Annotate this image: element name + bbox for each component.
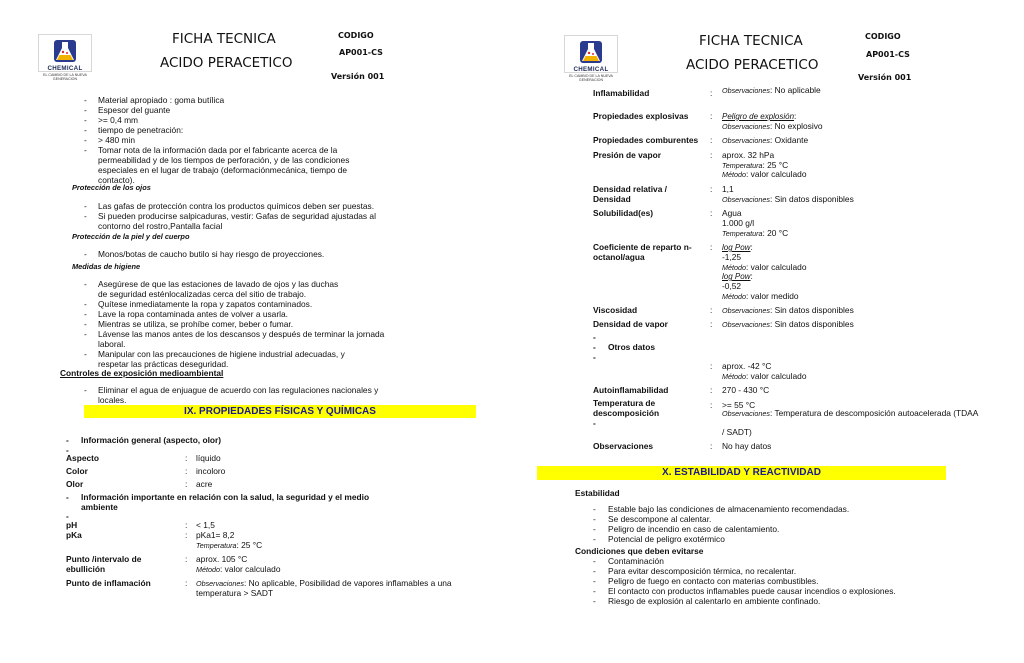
vdens-label: Densidad de vapor	[593, 319, 668, 329]
vapor-method-label: Método	[722, 170, 746, 179]
melt-label-2: ebullición	[66, 564, 106, 574]
product-title: ACIDO PERACETICO	[160, 55, 293, 71]
colon: :	[185, 578, 188, 588]
solub-temp-value: : 20 °C	[762, 228, 789, 238]
decomp-label-2: descomposición	[593, 408, 660, 418]
colon: :	[710, 400, 713, 410]
colon: :	[710, 184, 713, 194]
list-item: Riesgo de explosión al calentarlo en ambiente confinado.	[608, 596, 821, 606]
density-value: 1,1	[722, 184, 734, 194]
density-obs-label: Observaciones	[722, 195, 770, 204]
list-item: contorno del rostro,Pantalla facial	[98, 221, 223, 231]
avoid-heading: Condiciones que deben evitarse	[575, 546, 704, 556]
logo-text: CHEMICAL	[573, 66, 609, 73]
decomp-obs	[722, 408, 978, 419]
melt-method-value: : valor calculado	[219, 564, 281, 574]
colon: :	[710, 441, 713, 451]
color-label: Color	[66, 466, 88, 476]
other-label: Otros datos	[608, 342, 655, 352]
partition-label-1: Coeficiente de reparto n-	[593, 242, 692, 252]
vapor-label: Presión de vapor	[593, 150, 661, 160]
flash-label: Punto de inflamación	[66, 578, 151, 588]
list-item: Para evitar descomposición térmica, no recalentar.	[608, 566, 797, 576]
list-item: Material apropiado : goma butílica	[98, 95, 225, 105]
list-item: respetar las prácticas deseguridad.	[98, 359, 229, 369]
aspecto-value: líquido	[196, 453, 221, 463]
explos-value	[722, 121, 823, 132]
solub-temp-label: Temperatura	[722, 229, 763, 238]
flash-value-2: temperatura > SADT	[196, 588, 274, 598]
explos-value-text: : No explosivo	[769, 121, 823, 131]
melt-method-label: Método	[196, 565, 220, 574]
list-item: Si pueden producirse salpicaduras, vestir: Gafas de seguridad ajustadas al	[98, 211, 376, 221]
pka-temp-value: : 25 °C	[236, 540, 263, 550]
list-item: Espesor del guante	[98, 105, 171, 115]
code-label: CODIGO	[338, 31, 374, 40]
colon: :	[710, 319, 713, 329]
ph-value: < 1,5	[196, 520, 215, 530]
autoign-label: Autoinflamabilidad	[593, 385, 669, 395]
explos-link: Peligro de explosión	[722, 112, 795, 121]
freeze-method-value: : valor calculado	[745, 371, 807, 381]
dash: -	[66, 445, 69, 455]
flash-obs-label: Observaciones	[196, 579, 244, 588]
list-item: Contaminación	[608, 556, 664, 566]
logpow-label: log Pow	[722, 243, 751, 252]
colon: :	[710, 361, 713, 371]
obs-value: No hay datos	[722, 441, 772, 451]
list-item: Eliminar el agua de enjuague de acuerdo con las regulaciones nacionales y	[98, 385, 379, 395]
list-item: Peligro de fuego en contacto con materias combustibles.	[608, 576, 819, 586]
explos-label: Propiedades explosivas	[593, 111, 689, 121]
list-item: Quítese inmediatamente la ropa y zapatos contaminados.	[98, 299, 313, 309]
colon: :	[185, 466, 188, 476]
list-item: El contacto con productos inflamables puede causar incendios o explosiones.	[608, 586, 896, 596]
colon: :	[710, 305, 713, 315]
eye-heading: Protección de los ojos	[72, 183, 151, 192]
colon: :	[185, 479, 188, 489]
decomp-value: >= 55 °C	[722, 400, 756, 410]
env-heading: Controles de exposición medioambiental	[60, 368, 224, 378]
list-item: permeabilidad y de los tiempos de perforación, y de las condiciones	[98, 155, 350, 165]
list-item: Manipular con las precauciones de higiene industrial adecuadas, y	[98, 349, 345, 359]
list-item: locales.	[98, 395, 127, 405]
flask-icon	[576, 37, 606, 67]
visc-obs-label: Observaciones	[722, 306, 770, 315]
code-value: AP001-CS	[339, 48, 383, 57]
chemical-logo-right	[564, 35, 618, 81]
autoign-value: 270 - 430 °C	[722, 385, 770, 395]
solub-label: Solubilidad(es)	[593, 208, 654, 218]
vapor-temp-label: Temperatura	[722, 161, 763, 170]
logo-text: CHEMICAL	[47, 65, 83, 72]
explos-link-row: Peligro de explosión:	[722, 111, 797, 121]
colon: :	[710, 111, 713, 121]
decomp-obs-value: : Temperatura de descomposición autoacelerada (TDAA	[769, 408, 979, 418]
list-item: Lávense las manos antes de los descansos y después de terminar la jornada	[98, 329, 385, 339]
colon: :	[710, 135, 713, 145]
colon: :	[710, 150, 713, 160]
inflam-value	[722, 85, 821, 96]
visc-value	[722, 305, 854, 316]
section-9-title: IX. PROPIEDADES FÍSICAS Y QUÍMICAS	[84, 405, 476, 418]
vdens-obs-label: Observaciones	[722, 320, 770, 329]
list-item: Estable bajo las condiciones de almacenamiento recomendadas.	[608, 504, 850, 514]
list-item: Tomar nota de la información dada por el fabricante acerca de la	[98, 145, 338, 155]
list-item: >= 0,4 mm	[98, 115, 139, 125]
code-value: AP001-CS	[866, 50, 910, 59]
logo-subtext: EL CAMBIO DE LA NUEVA GENERACION	[43, 73, 87, 82]
dash: -	[593, 352, 596, 362]
section-10-title: X. ESTABILIDAD Y REACTIVIDAD	[537, 466, 946, 480]
flask-icon	[50, 36, 80, 66]
melt-value: aprox. 105 °C	[196, 554, 248, 564]
inflam-obs-label: Observaciones	[722, 86, 770, 95]
important-info-line1: Información importante en relación con la salud, la seguridad y el medio	[81, 492, 370, 502]
oxid-label: Propiedades comburentes	[593, 135, 699, 145]
olor-label: Olor	[66, 479, 84, 489]
olor-value: acre	[196, 479, 213, 489]
decomp-obs-label: Observaciones	[722, 409, 770, 418]
colon: :	[710, 208, 713, 218]
vapor-temp-value: : 25 °C	[762, 160, 789, 170]
vapor-method	[722, 169, 807, 180]
solub-temp	[722, 228, 788, 239]
chemical-logo	[38, 34, 92, 80]
list-item: Se descompone al calentar.	[608, 514, 712, 524]
melt-label-1: Punto /intervalo de	[66, 554, 142, 564]
pka-value: pKa1= 8,2	[196, 530, 235, 540]
doc-title: FICHA TECNICA	[699, 33, 803, 49]
dash: -	[593, 332, 596, 342]
logpow-method-2	[722, 291, 799, 302]
dash: -	[593, 342, 596, 352]
density-obs-value: : Sin datos disponibles	[769, 194, 854, 204]
hygiene-heading: Medidas de higiene	[72, 262, 141, 271]
oxid-obs-label: Observaciones	[722, 136, 770, 145]
list-item: Asegúrese de que las estaciones de lavado de ojos y las duchas	[98, 279, 339, 289]
stability-heading: Estabilidad	[575, 488, 620, 498]
dash: -	[593, 418, 596, 428]
obs-label: Observaciones	[593, 441, 654, 451]
list-item: Peligro de incendio en caso de calentamiento.	[608, 524, 780, 534]
logpow-method-value: : valor calculado	[745, 262, 807, 272]
freeze-value: aprox. -42 °C	[722, 361, 772, 371]
logpow-method-label: Método	[722, 292, 746, 301]
list-item: Las gafas de protección contra los productos químicos deben ser puestas.	[98, 201, 375, 211]
list-item: contacto).	[98, 175, 135, 185]
logpow-method-label: Método	[722, 263, 746, 272]
list-item: Mientras se utiliza, se prohíbe comer, beber o fumar.	[98, 319, 294, 329]
list-item: > 480 min	[98, 135, 136, 145]
logpow-row-1: log Pow:	[722, 242, 753, 252]
oxid-value	[722, 135, 808, 146]
solub-value-1: Agua	[722, 208, 742, 218]
aspecto-label: Aspecto	[66, 453, 100, 463]
version: Versión 001	[331, 72, 385, 81]
logo-subtext: EL CAMBIO DE LA NUEVA GENERACION	[569, 74, 613, 83]
freeze-method-label: Método	[722, 372, 746, 381]
decomp-label-1: Temperatura de	[593, 398, 656, 408]
pka-temp	[196, 540, 262, 551]
product-title: ACIDO PERACETICO	[686, 57, 819, 73]
skin-heading: Protección de la piel y del cuerpo	[72, 232, 190, 241]
logpow-value-2: -0,52	[722, 281, 742, 291]
visc-label: Viscosidad	[593, 305, 638, 315]
list-item: especiales en el lugar de trabajo (deformaciónmecánica, tiempo de	[98, 165, 348, 175]
vdens-value-text: : Sin datos disponibles	[769, 319, 854, 329]
logpow-method-value-2: : valor medido	[745, 291, 799, 301]
vapor-value: aprox. 32 hPa	[722, 150, 775, 160]
colon: :	[710, 242, 713, 252]
visc-value-text: : Sin datos disponibles	[769, 305, 854, 315]
list-item: Potencial de peligro exotérmico	[608, 534, 725, 544]
freeze-method	[722, 371, 807, 382]
colon: :	[185, 554, 188, 564]
pka-label: pKa	[66, 530, 82, 540]
vdens-value	[722, 319, 854, 330]
colon: :	[710, 88, 713, 98]
list-item: de seguridad esténlocalizadas cerca del sitio de trabajo.	[98, 289, 307, 299]
important-info-line2: ambiente	[81, 502, 118, 512]
colon: :	[710, 385, 713, 395]
color-value: incoloro	[196, 466, 226, 476]
oxid-value-text: : Oxidante	[769, 135, 809, 145]
logpow-row-2: log Pow:	[722, 271, 753, 281]
colon: :	[185, 453, 188, 463]
density-obs	[722, 194, 854, 205]
ph-label: pH	[66, 520, 78, 530]
explos-obs-label: Observaciones	[722, 122, 770, 131]
inflam-label: Inflamabilidad	[593, 88, 650, 98]
vapor-method-value: : valor calculado	[745, 169, 807, 179]
general-info-text: Información general (aspecto, olor)	[81, 435, 222, 445]
list-item: Monos/botas de caucho butilo si hay riesgo de proyecciones.	[98, 249, 325, 259]
pka-temp-label: Temperatura	[196, 541, 237, 550]
colon: :	[185, 520, 188, 530]
logpow-value-1: -1,25	[722, 252, 742, 262]
melt-method	[196, 564, 281, 575]
partition-label-2: octanol/agua	[593, 252, 645, 262]
doc-title: FICHA TECNICA	[172, 31, 276, 47]
code-label: CODIGO	[865, 32, 901, 41]
solub-value-2: 1.000 g/l	[722, 218, 755, 228]
logpow-label: log Pow	[722, 272, 751, 281]
list-item: tiempo de penetración:	[98, 125, 184, 135]
decomp-obs-value-2: / SADT)	[722, 427, 752, 437]
list-item: laboral.	[98, 339, 126, 349]
density-label-2: Densidad	[593, 194, 631, 204]
version: Versión 001	[858, 73, 912, 82]
inflam-value-text: : No aplicable	[769, 85, 821, 95]
density-label-1: Densidad relativa /	[593, 184, 668, 194]
colon: :	[185, 530, 188, 540]
list-item: Lave la ropa contaminada antes de volver a usarla.	[98, 309, 288, 319]
flash-value-1: : No aplicable, Posibilidad de vapores inflamables a una	[243, 578, 452, 588]
dash: -	[66, 511, 69, 521]
